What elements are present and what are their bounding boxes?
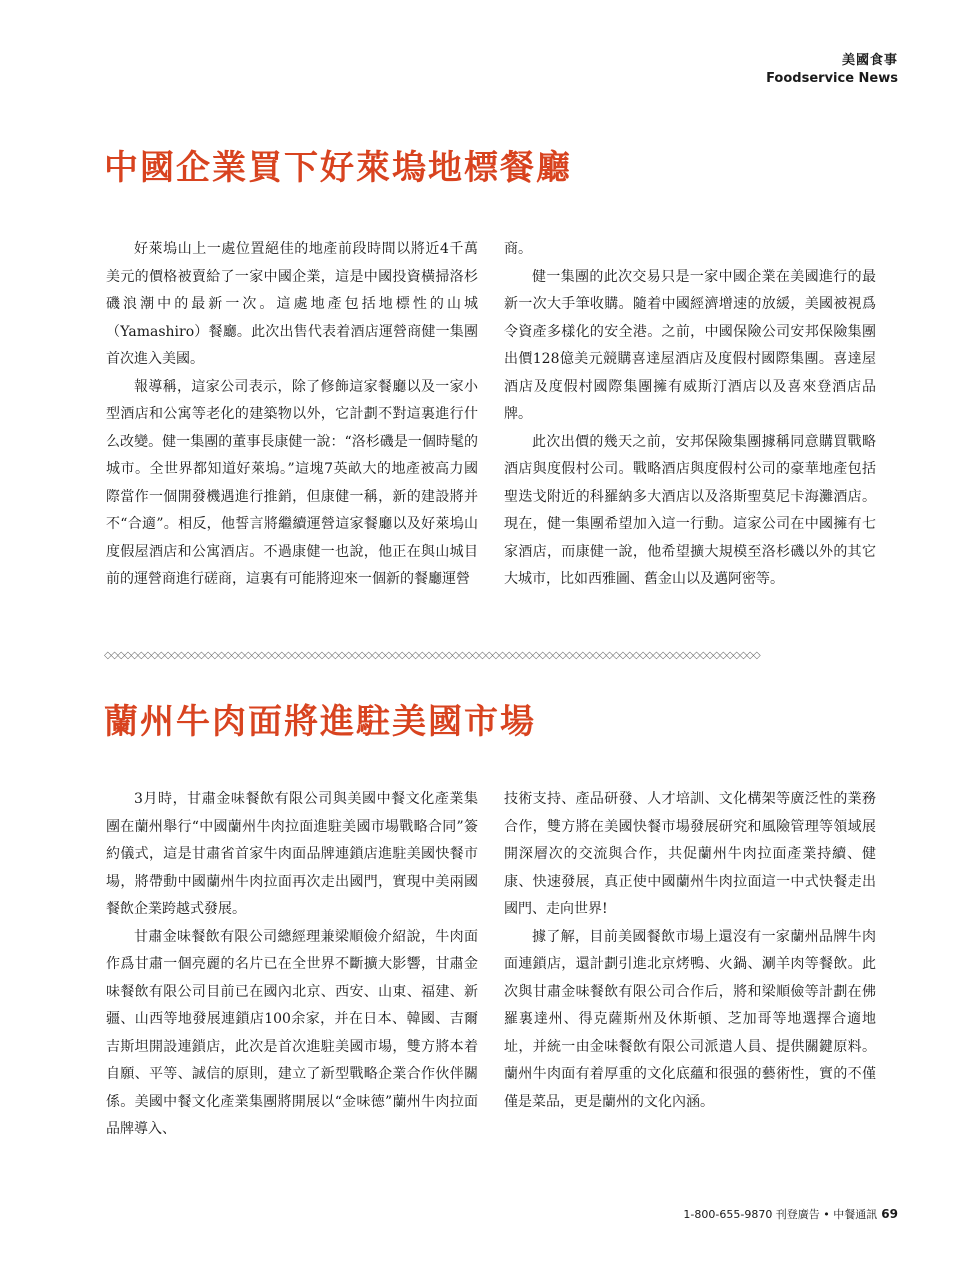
article1-paragraph-continued: 商。: [504, 241, 532, 257]
article2-paragraph: 甘肅金味餐飲有限公司總經理兼梁順儉介紹說，牛肉面作爲甘肅一個亮麗的名片已在全世界不斷擴大影響，甘肅金味餐飲有限公司目前已在國內北京、西安、山東、福建、新疆、山西等地發展連鎖店100余家，并在日本、韓國、吉爾吉斯坦開設連鎖店，此次是首次進駐美國市場，雙方將本着自願、平等、誠信的原則，建立了新型戰略企業合作伙伴關係。美國中餐文化產業集團將開展以“金味德”蘭州牛肉拉面品牌導入、: [106, 928, 478, 1137]
article1-paragraph: 健一集團的此次交易只是一家中國企業在美國進行的最新一次大手筆收購。隨着中國經濟增速的放緩，美國被視爲令資產多樣化的安全港。之前，中國保險公司安邦保險集團出價128億美元競購喜達屋酒店及度假村國際集團。喜達屋酒店及度假村國際集團擁有威斯汀酒店以及喜來登酒店品牌。: [504, 268, 876, 422]
section-label: [766, 52, 898, 88]
article2-column-right: [504, 786, 876, 1144]
article2-paragraph: 據了解，目前美國餐飲市場上還沒有一家蘭州品牌牛肉面連鎖店，還計劃引進北京烤鴨、火鍋、涮羊肉等餐飲。此次與甘肅金味餐飲有限公司合作后，將和梁順儉等計劃在佛羅裏達州、得克薩斯州及休斯頓、芝加哥等地選擇合適地址，并統一由金味餐飲有限公司派遣人員、提供關鍵原料。蘭州牛肉面有着厚重的文化底蘊和很强的藝術性，實的不僅僅是菜品，更是蘭州的文化內涵。: [504, 928, 876, 1110]
article2-paragraph-continued: 技術支持、產品研發、人才培訓、文化構架等廣泛性的業務合作，雙方將在美國快餐市場發展研究和風險管理等領域展開深層次的交流與合作，共促蘭州牛肉拉面產業持續、健康、快速發展，真正使中國蘭州牛肉拉面這一中式快餐走出國門、走向世界!: [504, 791, 876, 917]
page-footer: [683, 1206, 898, 1223]
article2-column-left: [106, 786, 478, 1144]
footer-contact: 1-800-655-9870 刊登廣告 • 中餐通訊: [683, 1208, 878, 1221]
article1-paragraph: 此次出價的幾天之前，安邦保險集團據稱同意購買戰略酒店與度假村公司。戰略酒店與度假村公司的豪華地產包括聖迭戈附近的科羅納多大酒店以及洛斯聖莫尼卡海灘酒店。現在，健一集團希望加入這一行動。這家公司在中國擁有七家酒店，而康健一說，他希望擴大規模至洛杉磯以外的其它大城市，比如西雅圖、舊金山以及邁阿密等。: [504, 433, 876, 587]
section-label-en: Foodservice News: [766, 71, 898, 86]
article1-column-right: [504, 236, 876, 594]
article2-body: [106, 786, 876, 1144]
article1-paragraph: 報導稱，這家公司表示，除了修飾這家餐廳以及一家小型酒店和公寓等老化的建築物以外，它計劃不對這裏進行什么改變。健一集團的董事長康健一說：“洛杉磯是一個時髦的城市。全世界都知道好萊塢。”這塊7英畝大的地產被高力國際當作一個開發機遇進行推銷，但康健一稱，新的建設將并不“合適”。相反，他誓言將繼續運營這家餐廳以及好萊塢山度假屋酒店和公寓酒店。不過康健一也說，他正在與山城目前的運營商進行磋商，這裏有可能將迎來一個新的餐廳運營: [106, 378, 478, 587]
page-number: 69: [881, 1207, 898, 1221]
article1-paragraph: 好萊塢山上一處位置絕佳的地產前段時間以將近4千萬美元的價格被賣給了一家中國企業，這是中國投資橫掃洛杉磯浪潮中的最新一次。這處地產包括地標性的山城（Yamashiro）餐廳。此次出售代表着酒店運營商健一集團首次進入美國。: [106, 241, 478, 367]
article1-title: 中國企業買下好萊塢地標餐廳: [104, 148, 572, 188]
article1-column-left: [106, 236, 478, 594]
article2-title: 蘭州牛肉面將進駐美國市場: [104, 702, 536, 742]
section-label-zh: 美國食事: [841, 53, 898, 68]
diamond-divider: ◇◇◇◇◇◇◇◇◇◇◇◇◇◇◇◇◇◇◇◇◇◇◇◇◇◇◇◇◇◇◇◇◇◇◇◇◇◇◇◇◇◇◇◇◇◇◇◇◇◇◇◇◇◇◇◇◇◇◇◇◇◇◇◇◇◇◇◇◇◇◇◇◇◇◇◇◇◇◇◇◇◇◇◇◇◇◇◇◇◇◇◇◇◇◇◇◇◇: [104, 650, 760, 661]
article2-paragraph: 3月時，甘肅金味餐飲有限公司與美國中餐文化產業集團在蘭州舉行“中國蘭州牛肉拉面進駐美國市場戰略合同”簽約儀式，這是甘肅省首家牛肉面品牌連鎖店進駐美國快餐市場，將帶動中國蘭州牛肉拉面再次走出國門，實現中美兩國餐飲企業跨越式發展。: [106, 791, 478, 917]
article1-body: [106, 236, 876, 594]
